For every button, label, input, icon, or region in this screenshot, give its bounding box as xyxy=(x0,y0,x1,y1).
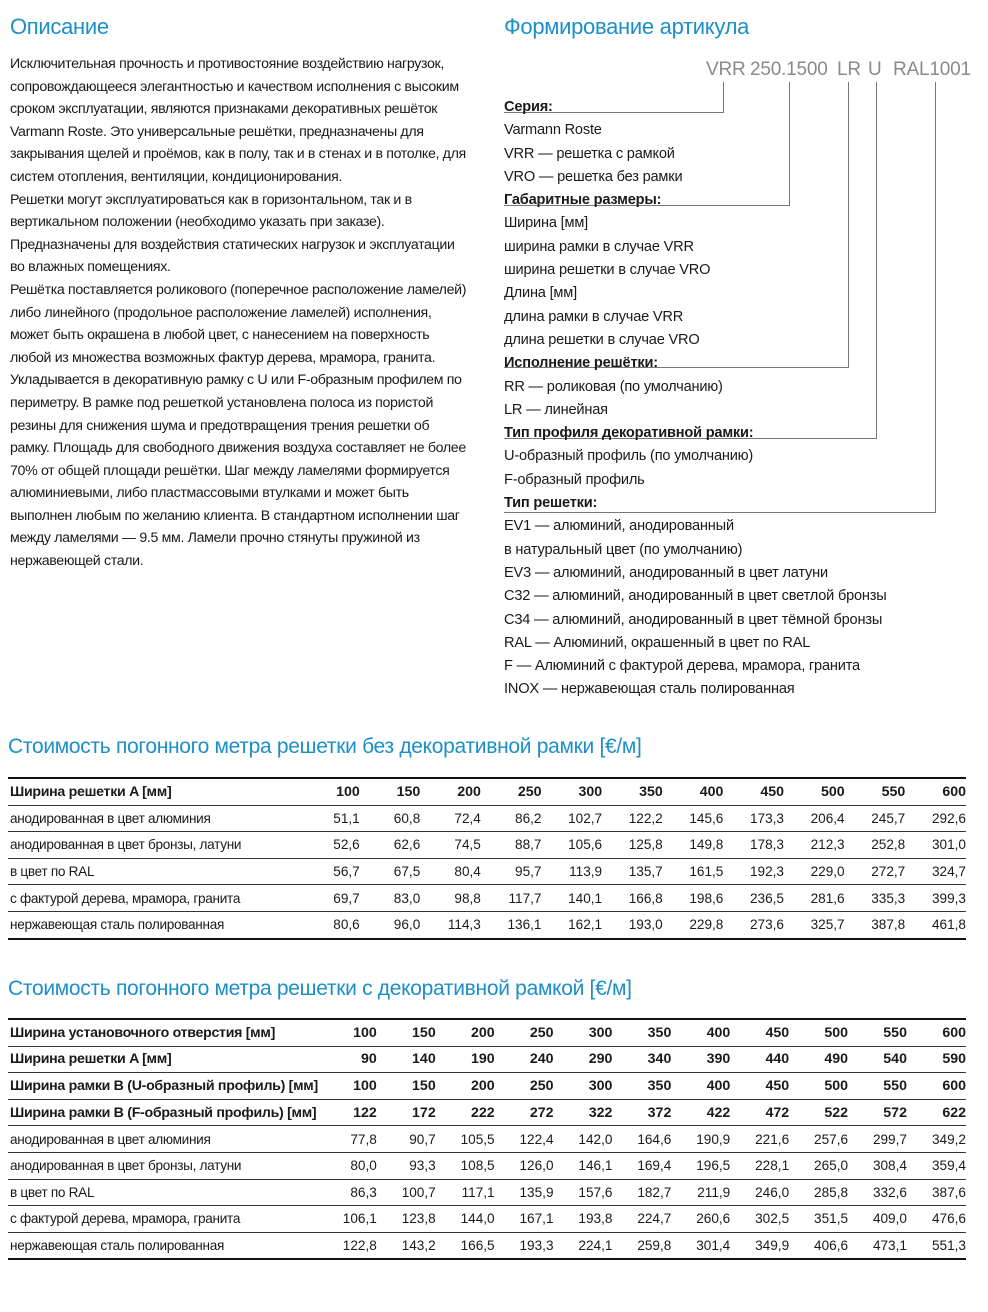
row-label: анодированная в цвет алюминия xyxy=(8,1126,318,1153)
table-cell: 500 xyxy=(784,778,845,805)
row-label: в цвет по RAL xyxy=(8,1179,318,1206)
table-cell: 106,1 xyxy=(318,1206,377,1233)
table-cell: 102,7 xyxy=(542,805,603,832)
table-cell: 250 xyxy=(495,1019,554,1046)
table-cell: 182,7 xyxy=(612,1179,671,1206)
table-cell: 200 xyxy=(436,1073,495,1100)
table-cell: 246,0 xyxy=(730,1179,789,1206)
table-cell: 600 xyxy=(905,778,966,805)
table-cell: 100,7 xyxy=(377,1179,436,1206)
table-cell: 387,8 xyxy=(845,911,906,938)
table-cell: 196,5 xyxy=(671,1152,730,1179)
table-cell: 162,1 xyxy=(542,911,603,938)
table-cell: 51,1 xyxy=(299,805,360,832)
article-line: Varmann Roste xyxy=(504,122,602,139)
table-cell: 143,2 xyxy=(377,1232,436,1259)
table1-title: Стоимость погонного метра решетки без декоративной рамки [€/м] xyxy=(8,735,642,758)
table-cell: 83,0 xyxy=(360,885,421,912)
row-label: нержавеющая сталь полированная xyxy=(8,911,299,938)
table-cell: 250 xyxy=(481,778,542,805)
table-cell: 300 xyxy=(554,1019,613,1046)
table-cell: 335,3 xyxy=(845,885,906,912)
table-cell: 299,7 xyxy=(848,1126,907,1153)
table-cell: 93,3 xyxy=(377,1152,436,1179)
article-line: длина решетки в случае VRO xyxy=(504,331,700,348)
table-cell: 300 xyxy=(542,778,603,805)
table-cell: 157,6 xyxy=(554,1179,613,1206)
code-execution: LR xyxy=(837,59,861,80)
table-cell: 390 xyxy=(671,1046,730,1073)
code-profile: U xyxy=(868,59,882,80)
table-cell: 193,3 xyxy=(495,1232,554,1259)
article-head-type: Тип решетки: xyxy=(504,495,598,512)
article-title: Формирование артикула xyxy=(504,14,750,39)
row-label: Ширина рамки B (U-образный профиль) [мм] xyxy=(8,1073,318,1100)
table-cell: 301,0 xyxy=(905,832,966,859)
description-section xyxy=(10,12,472,573)
code-series: VRR xyxy=(706,59,746,80)
article-line: F-образный профиль xyxy=(504,471,645,488)
row-label: с фактурой дерева, мрамора, гранита xyxy=(8,885,299,912)
table-cell: 98,8 xyxy=(420,885,481,912)
table-cell: 74,5 xyxy=(420,832,481,859)
article-line: в натуральный цвет (по умолчанию) xyxy=(504,541,743,558)
table-cell: 340 xyxy=(612,1046,671,1073)
table-cell: 281,6 xyxy=(784,885,845,912)
table-cell: 96,0 xyxy=(360,911,421,938)
table-row xyxy=(8,1046,966,1073)
table-cell: 228,1 xyxy=(730,1152,789,1179)
table-cell: 406,6 xyxy=(789,1232,848,1259)
article-line: Ширина [мм] xyxy=(504,215,589,232)
table-cell: 80,6 xyxy=(299,911,360,938)
table-cell: 166,8 xyxy=(602,885,663,912)
table-cell: 144,0 xyxy=(436,1206,495,1233)
table-cell: 229,8 xyxy=(663,911,724,938)
table-cell: 172 xyxy=(377,1099,436,1126)
table-cell: 540 xyxy=(848,1046,907,1073)
row-label: в цвет по RAL xyxy=(8,858,299,885)
description-paragraph-2: Решетки могут эксплуатироваться как в горизонтальном, так и в вертикальном положении (необходимо указать при заказе). Предназначены для воздействия статических нагрузок и эксплуатации во влажных помещениях. xyxy=(10,191,455,276)
table-cell: 60,8 xyxy=(360,805,421,832)
table-cell: 359,4 xyxy=(907,1152,966,1179)
table-cell: 400 xyxy=(663,778,724,805)
article-line: EV1 — алюминий, анодированный xyxy=(504,518,734,535)
table-cell: 257,6 xyxy=(789,1126,848,1153)
article-line: RR — роликовая (по умолчанию) xyxy=(504,378,723,395)
table-cell: 190,9 xyxy=(671,1126,730,1153)
article-line: U-образный профиль (по умолчанию) xyxy=(504,448,754,465)
table-cell: 224,1 xyxy=(554,1232,613,1259)
article-line: RAL — Алюминий, окрашенный в цвет по RAL xyxy=(504,634,811,651)
table-row xyxy=(8,885,966,912)
table-cell: 150 xyxy=(377,1073,436,1100)
table-cell: 473,1 xyxy=(848,1232,907,1259)
table-cell: 450 xyxy=(723,778,784,805)
table-cell: 350 xyxy=(602,778,663,805)
table-cell: 77,8 xyxy=(318,1126,377,1153)
table-row xyxy=(8,1232,966,1259)
row-label: нержавеющая сталь полированная xyxy=(8,1232,318,1259)
table-row xyxy=(8,1126,966,1153)
table-cell: 62,6 xyxy=(360,832,421,859)
table-cell: 122 xyxy=(318,1099,377,1126)
table-cell: 236,5 xyxy=(723,885,784,912)
description-paragraph-1: Исключительная прочность и противостояние воздействию нагрузок, сопровождающееся элегантностью и качеством исполнения с высоким сроком эксплуатации, являются признаками декоративных решёток Varmann Roste. Это универсальные решётки, предназначены для закрывания щелей и проёмов, как в полу, так и в стенах и в потолке, для систем отопления, вентиляции, кондиционирования. xyxy=(10,56,466,185)
table-cell: 125,8 xyxy=(602,832,663,859)
table-cell: 260,6 xyxy=(671,1206,730,1233)
table-cell: 301,4 xyxy=(671,1232,730,1259)
table-cell: 100 xyxy=(299,778,360,805)
table-cell: 322 xyxy=(554,1099,613,1126)
description-title: Описание xyxy=(10,14,109,39)
table-cell: 150 xyxy=(360,778,421,805)
table-cell: 166,5 xyxy=(436,1232,495,1259)
table-cell: 167,1 xyxy=(495,1206,554,1233)
row-label: Ширина решетки A [мм] xyxy=(8,1046,318,1073)
table-cell: 80,0 xyxy=(318,1152,377,1179)
article-line: Длина [мм] xyxy=(504,285,577,302)
table-cell: 372 xyxy=(612,1099,671,1126)
table-row xyxy=(8,778,966,805)
table-cell: 146,1 xyxy=(554,1152,613,1179)
table-cell: 472 xyxy=(730,1099,789,1126)
table-cell: 100 xyxy=(318,1073,377,1100)
table-cell: 211,9 xyxy=(671,1179,730,1206)
table-cell: 150 xyxy=(377,1019,436,1046)
table-cell: 422 xyxy=(671,1099,730,1126)
article-line: длина рамки в случае VRR xyxy=(504,308,684,325)
table-cell: 67,5 xyxy=(360,858,421,885)
table-cell: 190 xyxy=(436,1046,495,1073)
table-row xyxy=(8,858,966,885)
table-cell: 272,7 xyxy=(845,858,906,885)
table-cell: 600 xyxy=(907,1073,966,1100)
table-cell: 140 xyxy=(377,1046,436,1073)
table-row xyxy=(8,1152,966,1179)
table-cell: 400 xyxy=(671,1073,730,1100)
table-cell: 450 xyxy=(730,1073,789,1100)
table-cell: 142,0 xyxy=(554,1126,613,1153)
table-cell: 149,8 xyxy=(663,832,724,859)
table-cell: 272 xyxy=(495,1099,554,1126)
table-cell: 193,8 xyxy=(554,1206,613,1233)
table-cell: 114,3 xyxy=(420,911,481,938)
table-cell: 224,7 xyxy=(612,1206,671,1233)
table-cell: 302,5 xyxy=(730,1206,789,1233)
table-cell: 140,1 xyxy=(542,885,603,912)
article-line: ширина рамки в случае VRR xyxy=(504,238,694,255)
article-head-size: Габаритные размеры: xyxy=(504,192,662,209)
description-paragraph-3: Решётка поставляется роликового (поперечное расположение ламелей) либо линейного (продольное расположение ламелей) исполнения, может быть окрашена в любой цвет, с нанесением на поверхность любой из множества возможных фактур дерева, мрамора, гранита. Укладывается в декоративную рамку с U или F-образным профилем по периметру. В рамке под решеткой установлена полоса из пористой резины для снижения шума и предотвращения трения решетки об рамку. Площадь для свободного движения воздуха составляет не более 70% от общей площади решётки. Шаг между ламелями формируется алюминиевыми, либо пластмассовыми втулками и может быть выполнен любым по желанию клиента. В стандартном исполнении шаг между ламелями — 9.5 мм. Ламели прочно стянуты пружиной из нержавеющей стали. xyxy=(10,281,467,570)
table-cell: 206,4 xyxy=(784,805,845,832)
table-cell: 349,9 xyxy=(730,1232,789,1259)
table-cell: 113,9 xyxy=(542,858,603,885)
table-cell: 200 xyxy=(420,778,481,805)
table-row xyxy=(8,805,966,832)
table-cell: 178,3 xyxy=(723,832,784,859)
row-label: анодированная в цвет бронзы, латуни xyxy=(8,1152,318,1179)
table-cell: 192,3 xyxy=(723,858,784,885)
table-row xyxy=(8,1019,966,1046)
table-cell: 387,6 xyxy=(907,1179,966,1206)
table-cell: 409,0 xyxy=(848,1206,907,1233)
table-cell: 95,7 xyxy=(481,858,542,885)
table-cell: 351,5 xyxy=(789,1206,848,1233)
table-cell: 164,6 xyxy=(612,1126,671,1153)
table-cell: 292,6 xyxy=(905,805,966,832)
row-label: Ширина решетки A [мм] xyxy=(8,778,299,805)
table-cell: 105,5 xyxy=(436,1126,495,1153)
table-cell: 105,6 xyxy=(542,832,603,859)
table-cell: 108,5 xyxy=(436,1152,495,1179)
row-label: Ширина установочного отверстия [мм] xyxy=(8,1019,318,1046)
table-row xyxy=(8,911,966,938)
table-cell: 117,7 xyxy=(481,885,542,912)
table-cell: 350 xyxy=(612,1073,671,1100)
article-line: LR — линейная xyxy=(504,401,608,418)
table-cell: 161,5 xyxy=(663,858,724,885)
table-cell: 198,6 xyxy=(663,885,724,912)
table-row xyxy=(8,1179,966,1206)
table-cell: 290 xyxy=(554,1046,613,1073)
article-head-execution: Исполнение решётки: xyxy=(504,355,658,372)
table-cell: 273,6 xyxy=(723,911,784,938)
code-type: RAL1001 xyxy=(893,59,971,80)
article-head-profile: Тип профиля декоративной рамки: xyxy=(504,425,754,442)
table-row xyxy=(8,1099,966,1126)
table-cell: 69,7 xyxy=(299,885,360,912)
table-cell: 222 xyxy=(436,1099,495,1126)
table-cell: 100 xyxy=(318,1019,377,1046)
table-cell: 500 xyxy=(789,1073,848,1100)
row-label: Ширина рамки B (F-образный профиль) [мм] xyxy=(8,1099,318,1126)
table-cell: 350 xyxy=(612,1019,671,1046)
table-cell: 88,7 xyxy=(481,832,542,859)
table-cell: 122,4 xyxy=(495,1126,554,1153)
article-line: C32 — алюминий, анодированный в цвет светлой бронзы xyxy=(504,588,887,605)
table-cell: 500 xyxy=(789,1019,848,1046)
table-cell: 90,7 xyxy=(377,1126,436,1153)
table-cell: 126,0 xyxy=(495,1152,554,1179)
table-cell: 332,6 xyxy=(848,1179,907,1206)
table-cell: 572 xyxy=(848,1099,907,1126)
table-cell: 590 xyxy=(907,1046,966,1073)
row-label: анодированная в цвет алюминия xyxy=(8,805,299,832)
table-cell: 122,2 xyxy=(602,805,663,832)
table-cell: 285,8 xyxy=(789,1179,848,1206)
table-cell: 90 xyxy=(318,1046,377,1073)
table-cell: 550 xyxy=(848,1073,907,1100)
table-cell: 250 xyxy=(495,1073,554,1100)
table-cell: 461,8 xyxy=(905,911,966,938)
table-cell: 551,3 xyxy=(907,1232,966,1259)
table-cell: 173,3 xyxy=(723,805,784,832)
table-cell: 550 xyxy=(845,778,906,805)
table-cell: 135,7 xyxy=(602,858,663,885)
article-line: VRR — решетка с рамкой xyxy=(504,145,675,162)
table-cell: 86,2 xyxy=(481,805,542,832)
table2-title: Стоимость погонного метра решетки с декоративной рамкой [€/м] xyxy=(8,977,632,1000)
table-cell: 440 xyxy=(730,1046,789,1073)
table-cell: 399,3 xyxy=(905,885,966,912)
article-head-series: Серия: xyxy=(504,99,553,115)
table-cell: 259,8 xyxy=(612,1232,671,1259)
table-cell: 240 xyxy=(495,1046,554,1073)
table-row xyxy=(8,1073,966,1100)
article-line: ширина решетки в случае VRO xyxy=(504,262,711,279)
table-cell: 117,1 xyxy=(436,1179,495,1206)
table-cell: 490 xyxy=(789,1046,848,1073)
table-cell: 325,7 xyxy=(784,911,845,938)
article-line: EV3 — алюминий, анодированный в цвет латуни xyxy=(504,564,828,581)
table-cell: 308,4 xyxy=(848,1152,907,1179)
article-section xyxy=(504,12,974,53)
table-cell: 450 xyxy=(730,1019,789,1046)
table-cell: 600 xyxy=(907,1019,966,1046)
table-cell: 80,4 xyxy=(420,858,481,885)
table-cell: 72,4 xyxy=(420,805,481,832)
table-cell: 169,4 xyxy=(612,1152,671,1179)
article-line: F — Алюминий с фактурой дерева, мрамора, гранита xyxy=(504,658,860,675)
row-label: анодированная в цвет бронзы, латуни xyxy=(8,832,299,859)
table-cell: 265,0 xyxy=(789,1152,848,1179)
table-cell: 221,6 xyxy=(730,1126,789,1153)
table-cell: 52,6 xyxy=(299,832,360,859)
table-cell: 245,7 xyxy=(845,805,906,832)
article-line: INOX — нержавеющая сталь полированная xyxy=(504,681,795,698)
table-cell: 145,6 xyxy=(663,805,724,832)
table-cell: 400 xyxy=(671,1019,730,1046)
code-size: 250.1500 xyxy=(750,59,828,80)
table-cell: 550 xyxy=(848,1019,907,1046)
table-cell: 252,8 xyxy=(845,832,906,859)
table-cell: 229,0 xyxy=(784,858,845,885)
table-cell: 86,3 xyxy=(318,1179,377,1206)
price-table-without-frame xyxy=(8,777,966,940)
table-cell: 136,1 xyxy=(481,911,542,938)
table-cell: 300 xyxy=(554,1073,613,1100)
row-label: с фактурой дерева, мрамора, гранита xyxy=(8,1206,318,1233)
table-cell: 622 xyxy=(907,1099,966,1126)
table-cell: 123,8 xyxy=(377,1206,436,1233)
table-row xyxy=(8,832,966,859)
article-list xyxy=(504,96,974,702)
table-cell: 476,6 xyxy=(907,1206,966,1233)
table-cell: 522 xyxy=(789,1099,848,1126)
table-cell: 122,8 xyxy=(318,1232,377,1259)
table-cell: 193,0 xyxy=(602,911,663,938)
table-cell: 324,7 xyxy=(905,858,966,885)
table-cell: 135,9 xyxy=(495,1179,554,1206)
price-table-with-frame xyxy=(8,1018,966,1260)
table-cell: 200 xyxy=(436,1019,495,1046)
article-line: VRO — решетка без рамки xyxy=(504,168,683,185)
table-cell: 349,2 xyxy=(907,1126,966,1153)
article-line: C34 — алюминий, анодированный в цвет тёмной бронзы xyxy=(504,611,883,628)
table-cell: 56,7 xyxy=(299,858,360,885)
table-row xyxy=(8,1206,966,1233)
table-cell: 212,3 xyxy=(784,832,845,859)
